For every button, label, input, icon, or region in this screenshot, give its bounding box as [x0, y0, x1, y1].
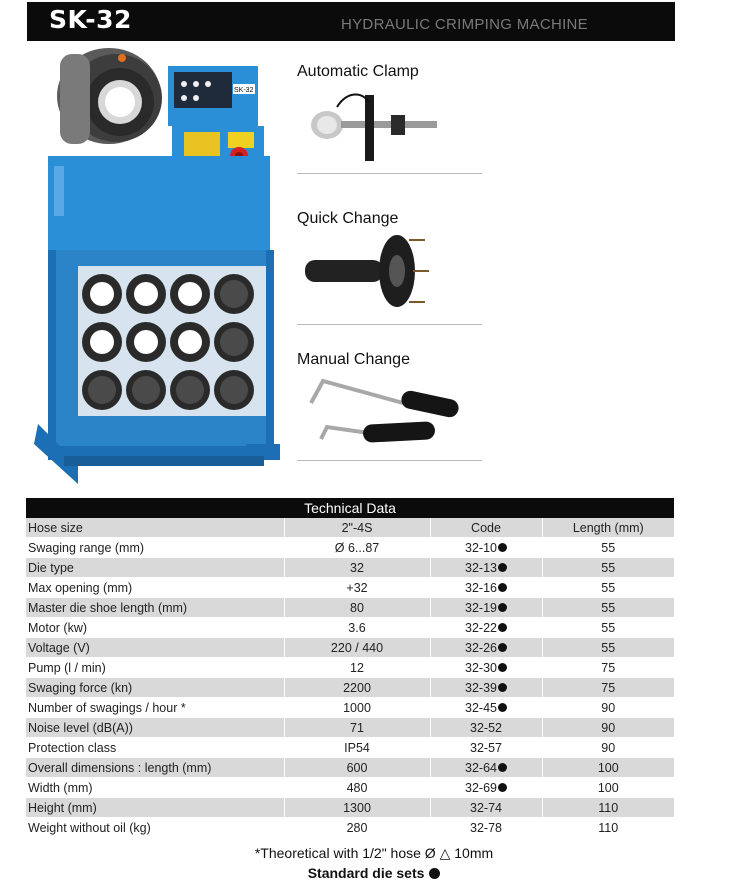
title-banner: [27, 2, 675, 41]
header-cell: Length (mm): [542, 518, 674, 538]
table-row: [26, 758, 674, 778]
value-text: Ø 6...87: [334, 540, 380, 555]
parameter-text: Width (mm): [28, 780, 93, 795]
code-cell: [430, 558, 542, 578]
code-cell: [430, 758, 542, 778]
table-row: [26, 678, 674, 698]
code-cell: [430, 738, 542, 758]
table-row: [26, 658, 674, 678]
table-row: [26, 818, 674, 838]
length-text: 75: [601, 660, 616, 675]
code-cell: [430, 798, 542, 818]
header-cell: Code: [430, 518, 542, 538]
code-text: 32-22: [465, 620, 497, 635]
code-text: 32-19: [465, 600, 497, 615]
footnote: *Theoretical with 1/2" hose Ø △ 10mm: [254, 845, 494, 861]
value-cell: [284, 598, 430, 618]
crimping-machine-image: [34, 44, 286, 486]
length-text: 90: [601, 700, 616, 715]
standard-dot-icon: [498, 683, 507, 692]
value-text: 1300: [343, 800, 371, 815]
length-cell: [542, 778, 674, 798]
code-cell: [430, 698, 542, 718]
divider: [297, 173, 482, 174]
header-cell: 2"-4S: [284, 518, 430, 538]
code-text: 32-57: [470, 740, 502, 755]
code-text: 32-69: [465, 780, 497, 795]
value-text: 220 / 440: [330, 640, 384, 655]
table-row: [26, 538, 674, 558]
code-cell: [430, 778, 542, 798]
value-text: 480: [346, 780, 368, 795]
value-cell: [284, 578, 430, 598]
parameter-cell: [26, 758, 284, 778]
table-header-row: [26, 518, 674, 538]
parameter-text: Voltage (V): [28, 640, 90, 655]
standard-dot-icon: [498, 623, 507, 632]
manual-change-image: [297, 373, 467, 457]
length-text: 90: [601, 740, 616, 755]
value-cell: [284, 618, 430, 638]
length-cell: [542, 718, 674, 738]
feature-label: Manual Change: [297, 351, 410, 368]
parameter-cell: [26, 778, 284, 798]
feature-label: Automatic Clamp: [297, 63, 419, 80]
code-cell: [430, 678, 542, 698]
crimp-head-illustration: [57, 48, 162, 144]
parameter-text: Master die shoe length (mm): [28, 600, 188, 615]
parameter-text: Protection class: [28, 740, 117, 755]
value-cell: [284, 698, 430, 718]
parameter-text: Die type: [28, 560, 74, 575]
length-cell: [542, 738, 674, 758]
machine-panel-label: SK-32: [234, 87, 254, 94]
code-cell: [430, 538, 542, 558]
parameter-text: Noise level (dB(A)): [28, 720, 133, 735]
length-text: 55: [601, 540, 616, 555]
divider: [297, 324, 482, 325]
parameter-cell: [26, 658, 284, 678]
length-text: 55: [601, 640, 616, 655]
length-text: 55: [601, 580, 616, 595]
length-cell: [542, 578, 674, 598]
value-cell: [284, 778, 430, 798]
value-cell: [284, 678, 430, 698]
table-row: [26, 718, 674, 738]
code-text: 32-39: [465, 680, 497, 695]
feature-label: Quick Change: [297, 210, 399, 227]
length-text: 90: [601, 720, 616, 735]
value-text: 3.6: [348, 620, 366, 635]
value-text: 600: [346, 760, 368, 775]
length-cell: [542, 538, 674, 558]
parameter-cell: [26, 678, 284, 698]
code-text: 32-74: [470, 800, 502, 815]
length-cell: [542, 598, 674, 618]
value-text: 1000: [343, 700, 371, 715]
code-text: 32-78: [470, 820, 502, 835]
value-cell: [284, 818, 430, 838]
parameter-text: Motor (kw): [28, 620, 88, 635]
code-cell: [430, 578, 542, 598]
parameter-cell: [26, 598, 284, 618]
standard-dot-icon: [498, 603, 507, 612]
length-cell: [542, 558, 674, 578]
length-cell: [542, 818, 674, 838]
table-title: Technical Data: [26, 498, 674, 518]
table-body: [26, 518, 674, 838]
table-row: [26, 558, 674, 578]
code-cell: [430, 718, 542, 738]
code-text: 32-16: [465, 580, 497, 595]
standard-dot-icon: [498, 663, 507, 672]
value-text: 32: [350, 560, 364, 575]
table-row: [26, 578, 674, 598]
standard-dot-icon: [498, 583, 507, 592]
length-text: 75: [601, 680, 616, 695]
value-cell: [284, 558, 430, 578]
parameter-text: Height (mm): [28, 800, 97, 815]
table-row: [26, 618, 674, 638]
divider: [297, 460, 482, 461]
length-cell: [542, 758, 674, 778]
value-text: 280: [346, 820, 368, 835]
code-text: 32-64: [465, 760, 497, 775]
parameter-cell: [26, 718, 284, 738]
parameter-cell: [26, 578, 284, 598]
parameter-text: Swaging force (kn): [28, 680, 133, 695]
value-cell: [284, 738, 430, 758]
standard-label: Standard die sets: [307, 865, 425, 881]
table-row: [26, 738, 674, 758]
length-text: 100: [597, 760, 619, 775]
model-name: SK-32: [49, 5, 132, 34]
parameter-text: Swaging range (mm): [28, 540, 145, 555]
value-cell: [284, 638, 430, 658]
product-subtitle: HYDRAULIC CRIMPING MACHINE: [341, 16, 588, 33]
length-text: 55: [601, 560, 616, 575]
value-cell: [284, 758, 430, 778]
code-cell: [430, 598, 542, 618]
parameter-text: Weight without oil (kg): [28, 820, 151, 835]
code-text: 32-30: [465, 660, 497, 675]
header-cell: Hose size: [26, 518, 284, 538]
standard-dot-icon: [498, 563, 507, 572]
value-cell: [284, 658, 430, 678]
parameter-cell: [26, 798, 284, 818]
length-text: 110: [598, 800, 619, 815]
table-row: [26, 598, 674, 618]
feature-manual-change: [297, 351, 483, 463]
feature-automatic-clamp: [297, 63, 483, 175]
standard-dot-icon: [429, 868, 440, 879]
parameter-text: Pump (l / min): [28, 660, 106, 675]
parameter-text: Overall dimensions : length (mm): [28, 760, 212, 775]
table-row: [26, 798, 674, 818]
table-row: [26, 698, 674, 718]
length-cell: [542, 638, 674, 658]
parameter-text: Max opening (mm): [28, 580, 133, 595]
parameter-cell: [26, 558, 284, 578]
code-cell: [430, 638, 542, 658]
length-cell: [542, 698, 674, 718]
code-text: 32-13: [465, 560, 497, 575]
code-text: 32-10: [465, 540, 497, 555]
parameter-cell: [26, 618, 284, 638]
parameter-cell: [26, 818, 284, 838]
standard-dot-icon: [498, 783, 507, 792]
code-text: 32-45: [465, 700, 497, 715]
standard-dot-icon: [498, 543, 507, 552]
standard-die-sets-legend: [0, 865, 748, 881]
value-cell: [284, 538, 430, 558]
value-cell: [284, 718, 430, 738]
standard-dot-icon: [498, 643, 507, 652]
standard-dot-icon: [498, 703, 507, 712]
parameter-cell: [26, 738, 284, 758]
feature-quick-change: [297, 210, 483, 326]
parameter-cell: [26, 638, 284, 658]
length-text: 100: [597, 780, 619, 795]
value-text: 80: [350, 600, 364, 615]
code-cell: [430, 658, 542, 678]
value-text: +32: [346, 580, 368, 595]
parameter-text: Number of swagings / hour *: [28, 700, 186, 715]
automatic-clamp-image: [297, 85, 447, 167]
code-text: 32-52: [470, 720, 502, 735]
quick-change-image: [297, 232, 447, 316]
standard-dot-icon: [498, 763, 507, 772]
value-text: 2200: [343, 680, 371, 695]
value-cell: [284, 798, 430, 818]
code-cell: [430, 618, 542, 638]
table-row: [26, 778, 674, 798]
value-text: 12: [350, 660, 364, 675]
parameter-cell: [26, 538, 284, 558]
parameter-cell: [26, 698, 284, 718]
table-row: [26, 638, 674, 658]
length-cell: [542, 678, 674, 698]
value-text: 71: [350, 720, 364, 735]
length-cell: [542, 658, 674, 678]
code-cell: [430, 818, 542, 838]
technical-data-table: [26, 498, 674, 838]
value-text: IP54: [344, 740, 370, 755]
length-text: 55: [601, 620, 616, 635]
code-text: 32-26: [465, 640, 497, 655]
length-cell: [542, 618, 674, 638]
length-text: 55: [601, 600, 616, 615]
length-text: 110: [598, 820, 619, 835]
length-cell: [542, 798, 674, 818]
